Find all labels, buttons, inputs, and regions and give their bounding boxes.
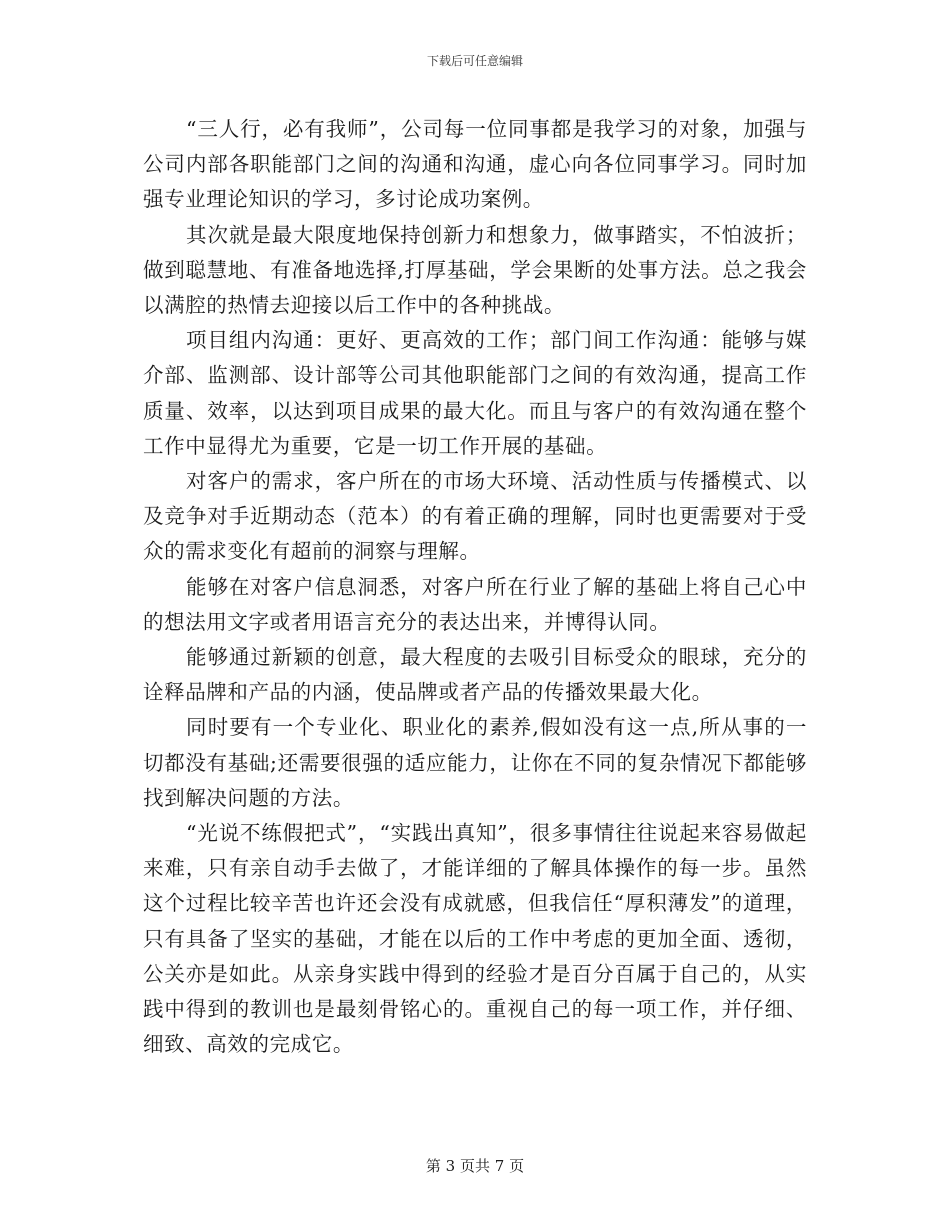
paragraph: 其次就是最大限度地保持创新力和想象力，做事踏实，不怕波折；做到聪慧地、有准备地选择,打厚基础，学会果断的处事方法。总之我会以满腔的热情去迎接以后工作中的各种挑战。 [143, 222, 807, 318]
paragraph: 能够在对客户信息洞悉，对客户所在行业了解的基础上将自己心中的想法用文字或者用语言充分的表达出来，并博得认同。 [143, 574, 807, 634]
paragraph: 同时要有一个专业化、职业化的素养,假如没有这一点,所从事的一切都没有基础;还需要很强的适应能力，让你在不同的复杂情况下都能够找到解决问题的方法。 [143, 715, 807, 810]
paragraph: 能够通过新颖的创意，最大程度的去吸引目标受众的眼球，充分的诠释品牌和产品的内涵，使品牌或者产品的传播效果最大化。 [143, 645, 807, 705]
document-body [143, 112, 807, 1062]
page-header: 下载后可任意编辑 [426, 54, 523, 68]
paragraph: 项目组内沟通：更好、更高效的工作；部门间工作沟通：能够与媒介部、监测部、设计部等公司其他职能部门之间的有效沟通，提高工作质量、效率，以达到项目成果的最大化。而且与客户的有效沟通在整个工作中显得尤为重要，它是一切工作开展的基础。 [143, 328, 807, 458]
paragraph: “三人行，必有我师”，公司每一位同事都是我学习的对象，加强与公司内部各职能部门之间的沟通和沟通，虚心向各位同事学习。同时加强专业理论知识的学习，多讨论成功案例。 [143, 117, 807, 212]
paragraph: 对客户的需求，客户所在的市场大环境、活动性质与传播模式、以及竞争对手近期动态（范本）的有着正确的理解，同时也更需要对于受众的需求变化有超前的洞察与理解。 [143, 469, 807, 564]
paragraph: “光说不练假把式”，“实践出真知”，很多事情往往说起来容易做起来难，只有亲自动手去做了，才能详细的了解具体操作的每一步。虽然这个过程比较辛苦也许还会没有成就感，但我信任“厚积薄发”的道理，只有具备了坚实的基础，才能在以后的工作中考虑的更加全面、透彻，公关亦是如此。从亲身实践中得到的经验才是百分百属于自己的，从实践中得到的教训也是最刻骨铭心的。重视自己的每一项工作，并仔细、细致、高效的完成它。 [143, 821, 807, 1057]
page-number: 第 3 页共 7 页 [425, 1157, 525, 1175]
